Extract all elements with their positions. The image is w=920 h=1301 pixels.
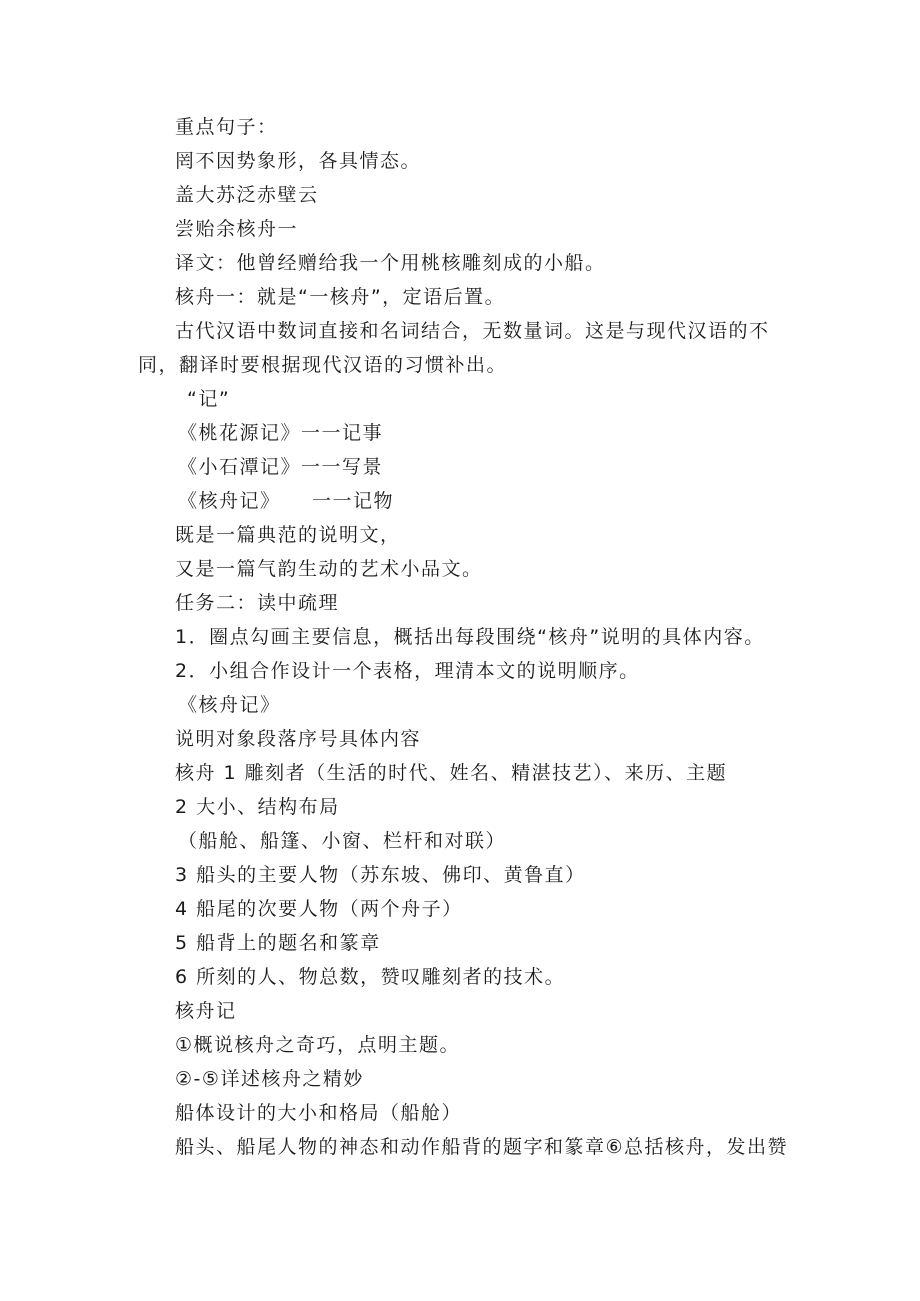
- text-line: 核舟 1 雕刻者（生活的时代、姓名、精湛技艺）、来历、主题: [175, 762, 728, 784]
- text-line: 2 大小、结构布局: [175, 796, 340, 818]
- text-line: 4 船尾的次要人物（两个舟子）: [175, 898, 463, 920]
- text-line: 罔不因势象形，各具情态。: [175, 150, 422, 172]
- text-line: 5 船背上的题名和篆章: [175, 932, 381, 954]
- text-line: 译文：他曾经赠给我一个用桃核雕刻成的小船。: [175, 252, 606, 274]
- text-line: 《桃花源记》一一记事: [178, 422, 384, 444]
- text-line: 说明对象段落序号具体内容: [175, 728, 422, 750]
- text-line: 船体设计的大小和格局（船舱）: [175, 1102, 463, 1124]
- text-line: 既是一篇典范的说明文，: [175, 524, 401, 546]
- text-line: 船头、船尾人物的神态和动作船背的题字和篆章⑥总括核舟，发出赞: [175, 1136, 789, 1158]
- text-line: 1．圈点勾画主要信息，概括出每段围绕“核舟”说明的具体内容。: [175, 626, 765, 648]
- text-line: 2．小组合作设计一个表格，理清本文的说明顺序。: [175, 660, 640, 682]
- text-line: 古代汉语中数词直接和名词结合，无数量词。这是与现代汉语的不: [175, 320, 770, 342]
- text-line: 同，翻译时要根据现代汉语的习惯补出。: [138, 354, 508, 376]
- text-line: 6 所刻的人、物总数，赞叹雕刻者的技术。: [175, 966, 566, 988]
- text-line: 重点句子：: [175, 116, 278, 138]
- text-line: 《小石潭记》一一写景: [178, 456, 384, 478]
- text-line: 核舟一：就是“一核舟”，定语后置。: [175, 286, 506, 308]
- text-line: 尝贻余核舟一: [175, 218, 299, 240]
- text-line: ②-⑤详述核舟之精妙: [175, 1068, 364, 1090]
- text-line: 《核舟记》 一一记物: [178, 490, 395, 512]
- text-line: 又是一篇气韵生动的艺术小品文。: [175, 558, 483, 580]
- text-line: 任务二：读中疏理: [175, 592, 340, 614]
- text-line: ①概说核舟之奇巧，点明主题。: [175, 1034, 461, 1056]
- text-line: 3 船头的主要人物（苏东坡、佛印、黄鲁直）: [175, 864, 586, 886]
- text-line: 核舟记: [175, 1000, 237, 1022]
- text-line: 《核舟记》: [178, 694, 281, 716]
- text-line: “记”: [187, 388, 231, 410]
- text-line: （船舱、船篷、小窗、栏杆和对联）: [178, 830, 507, 852]
- text-line: 盖大苏泛赤壁云: [175, 184, 319, 206]
